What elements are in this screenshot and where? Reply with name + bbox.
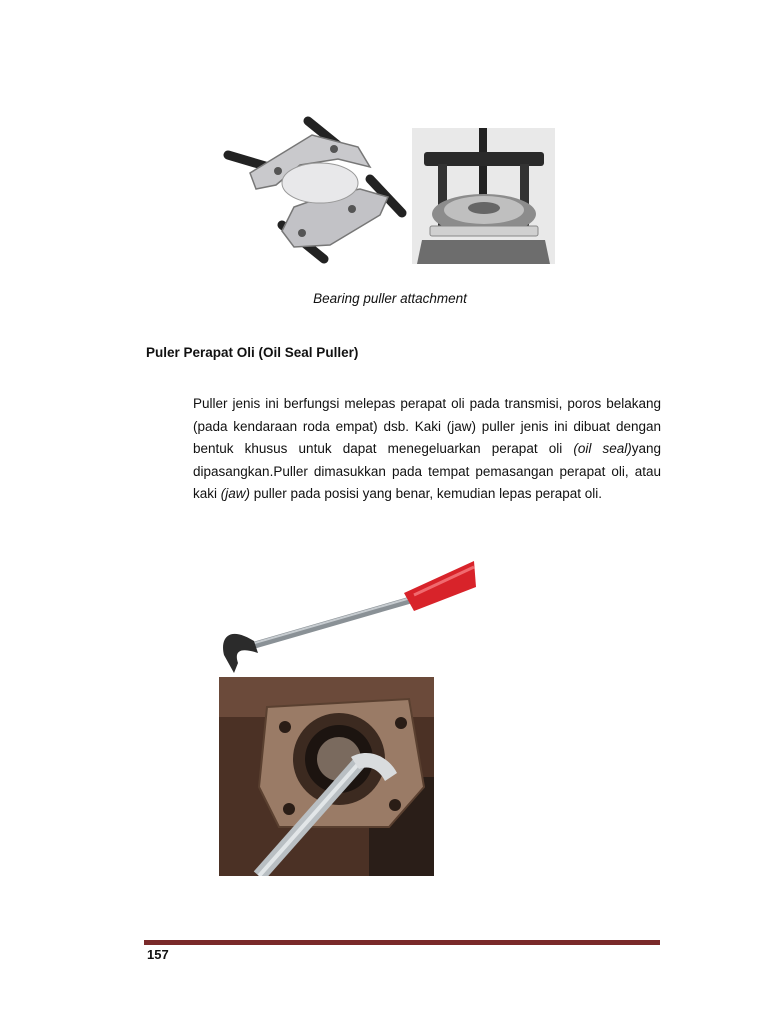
paragraph-italic-oil-seal: (oil seal) [573,441,632,456]
bearing-puller-image [412,128,555,264]
footer-rule [144,940,660,945]
paragraph-text-2: yang dipasangkan.Puller dimasukkan pada tempat pemasangan perapat oli, atau kaki [193,441,661,501]
figure-caption: Bearing puller attachment [313,291,467,306]
page-number: 157 [147,947,169,962]
oil-seal-removal-image [219,677,434,876]
oil-seal-puller-tool-image [218,555,476,679]
section-heading: Puler Perapat Oli (Oil Seal Puller) [146,345,359,360]
paragraph-text-3: puller pada posisi yang benar, kemudian lepas perapat oli. [250,486,602,501]
paragraph-italic-jaw: (jaw) [220,486,251,501]
paragraph-text-1: Puller jenis ini berfungsi melepas perapat oli pada transmisi, poros belakang (pada kendaraan roda empat) dsb. Kaki (jaw) puller jenis ini dibuat dengan bentuk khusus untuk dapat menegeluarkan perapat oli [193,396,661,456]
section-paragraph [193,393,661,506]
bearing-separator-image [220,115,410,267]
